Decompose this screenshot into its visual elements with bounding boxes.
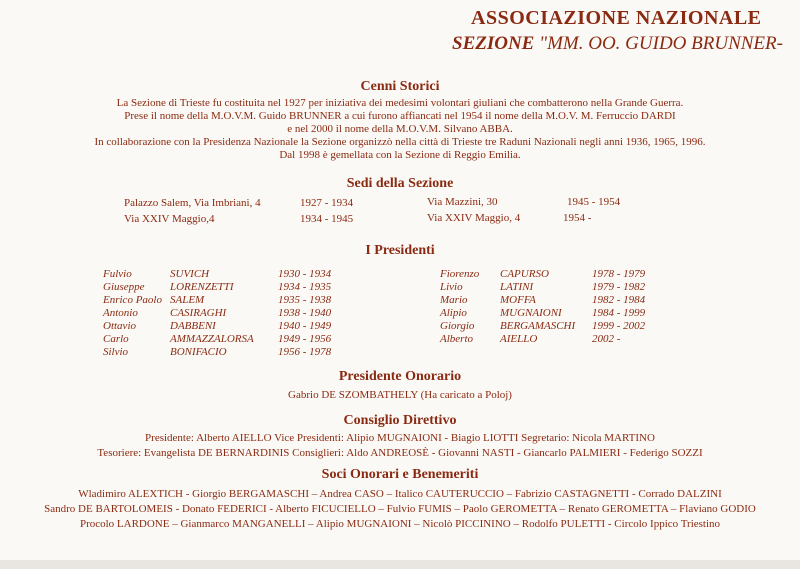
president-years: 1979 - 1982 [592,281,646,293]
president-last-name: LATINI [500,281,534,293]
president-last-name: SUVICH [170,268,210,280]
president-years: 1999 - 2002 [592,320,646,332]
president-last-name: AMMAZZALORSA [170,333,254,345]
honorary-president: Gabrio DE SZOMBATHELY (Ha caricato a Poloj) [288,389,512,401]
history-line: La Sezione di Trieste fu costituita nel 1927 per iniziativa dei medesimi volontari giuliani che combatterono nella Grande Guerra. [116,97,684,109]
president-years: 1930 - 1934 [278,268,332,280]
president-years: 1935 - 1938 [278,294,332,306]
president-first-name: Ottavio [103,320,136,332]
history-line: Dal 1998 è gemellata con la Sezione di Reggio Emilia. [279,149,521,161]
board-line: Tesoriere: Evangelista DE BERNARDINIS Consiglieri: Aldo ANDREOSÈ - Giovanni NASTI - Giancarlo PALMIERI - Federigo SOZZI [97,447,703,459]
history-line: Prese il nome della M.O.V.M. Guido BRUNNER a cui furono affiancati nel 1954 il nome della M.O.V. M. Ferruccio DARDI [124,110,676,122]
history-line: e nel 2000 il nome della M.O.V.M. Silvano ABBA. [287,123,513,135]
president-years: 1978 - 1979 [592,268,646,280]
sede-years: 1945 - 1954 [567,196,621,208]
sede-place: Via Mazzini, 30 [427,196,498,208]
president-years: 1982 - 1984 [592,294,646,306]
heading-cenni-storici: Cenni Storici [360,79,440,94]
president-years: 1956 - 1978 [278,346,332,358]
president-last-name: MUGNAIONI [500,307,562,319]
president-first-name: Alberto [440,333,473,345]
page-edge [0,560,800,569]
honorary-members-line: Procolo LARDONE – Gianmarco MANGANELLI – Alipio MUGNAIONI – Nicolò PICCININO – Rodolfo PULETTI - Circolo Ippico Triestino [79,518,721,530]
president-last-name: LORENZETTI [170,281,234,293]
president-first-name: Mario [440,294,468,306]
president-first-name: Giorgio [440,320,475,332]
president-first-name: Fiorenzo [440,268,480,280]
president-last-name: BERGAMASCHI [500,320,576,332]
history-line: In collaborazione con la Presidenza Nazionale la Sezione organizzò nella città di Trieste tre Raduni Nazionali negli anni 1936, 1965, 1996. [94,136,706,148]
sede-place: Palazzo Salem, Via Imbriani, 4 [124,197,261,209]
honorary-members-line: Wladimiro ALEXTICH - Giorgio BERGAMASCHI – Andrea CASO – Italico CAUTERUCCIO – Fabrizio CASTAGNETTI - Corrado DALZINI [78,488,722,500]
sede-place: Via XXIV Maggio, 4 [427,212,521,224]
president-first-name: Alipio [440,307,467,319]
president-years: 1934 - 1935 [278,281,332,293]
president-last-name: CASIRAGHI [170,307,227,319]
honorary-members-line: Sandro DE BARTOLOMEIS - Donato FEDERICI - Alberto FICUCIELLO – Fulvio FUMIS – Paolo GEROMETTA – Renato GEROMETTA – Flaviano GODIO [44,503,756,515]
president-first-name: Carlo [103,333,129,345]
section-label: SEZIONE [452,33,535,54]
president-years: 1984 - 1999 [592,307,646,319]
president-years: 2002 - [592,333,621,345]
sede-years: 1927 - 1934 [300,197,354,209]
president-last-name: AIELLO [500,333,538,345]
president-first-name: Giuseppe [103,281,145,293]
president-first-name: Antonio [103,307,138,319]
president-last-name: CAPURSO [500,268,549,280]
president-first-name: Livio [440,281,463,293]
president-last-name: DABBENI [170,320,216,332]
president-first-name: Enrico Paolo [103,294,162,306]
board-line: Presidente: Alberto AIELLO Vice Presidenti: Alipio MUGNAIONI - Biagio LIOTTI Segretario: Nicola MARTINO [145,432,655,444]
heading-presidente-onorario: Presidente Onorario [338,369,462,384]
sede-place: Via XXIV Maggio,4 [124,213,215,225]
section-name: "MM. OO. GUIDO BRUNNER- [539,33,783,54]
heading-soci: Soci Onorari e Benemeriti [321,467,479,482]
president-years: 1938 - 1940 [278,307,332,319]
section-subtitle [452,33,783,55]
association-title: ASSOCIAZIONE NAZIONALE [471,7,762,29]
heading-sedi: Sedi della Sezione [346,176,454,191]
sede-years: 1954 - [563,212,592,224]
sede-years: 1934 - 1945 [300,213,354,225]
president-first-name: Silvio [103,346,129,358]
president-years: 1949 - 1956 [278,333,332,345]
president-years: 1940 - 1949 [278,320,332,332]
president-last-name: MOFFA [500,294,536,306]
president-last-name: SALEM [170,294,205,306]
president-first-name: Fulvio [103,268,132,280]
heading-presidenti: I Presidenti [365,243,435,258]
president-last-name: BONIFACIO [170,346,227,358]
heading-consiglio-direttivo: Consiglio Direttivo [343,413,457,428]
